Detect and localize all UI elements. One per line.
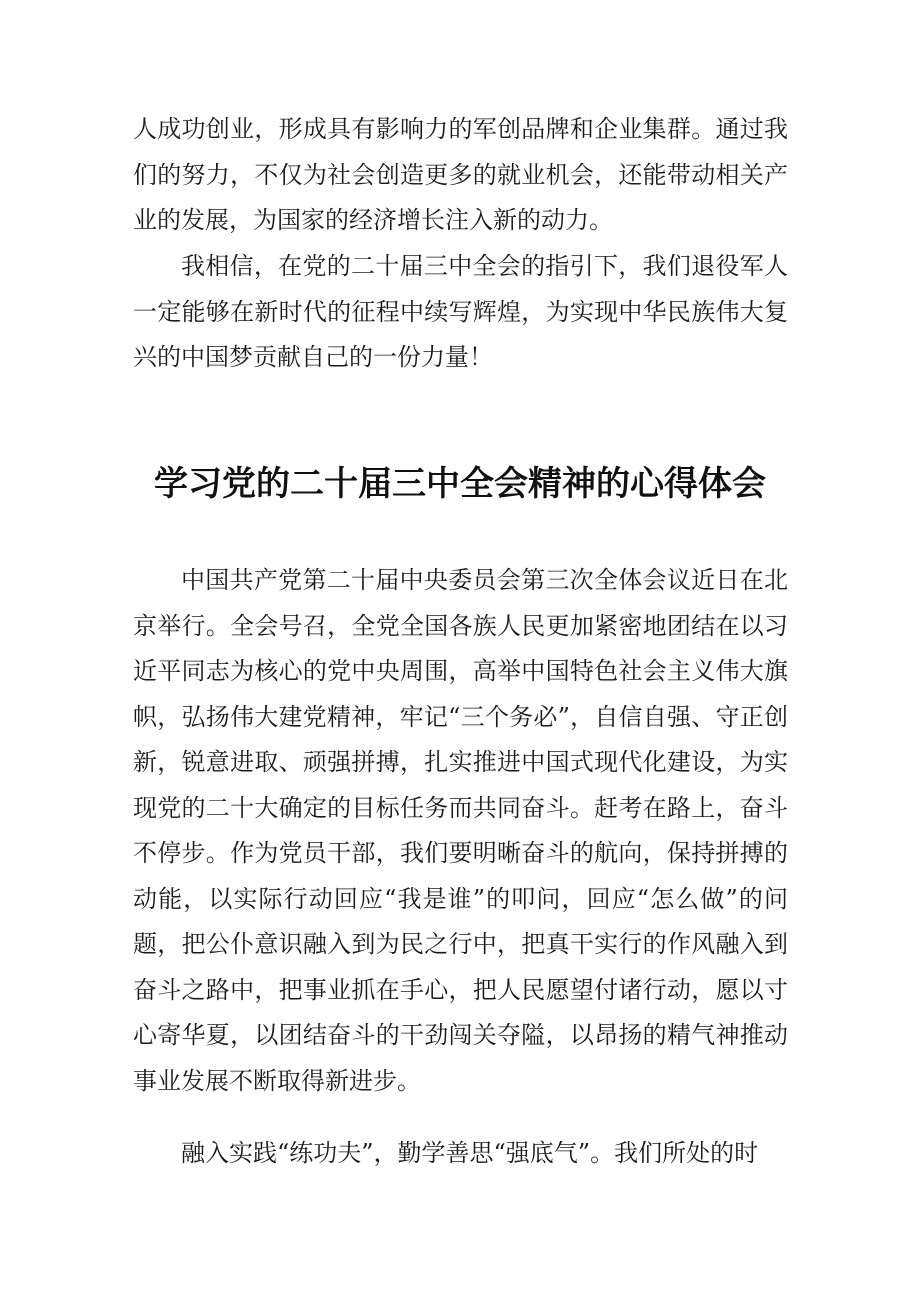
paragraph-practice: 融入实践“练功夫”，勤学善思“强底气”。我们所处的时 (181, 1139, 759, 1167)
paragraph-continuation: 人成功创业，形成具有影响力的军创品牌和企业集群。通过我们的努力，不仅为社会创造更多的就业机会，还能带动相关产业的发展，为国家的经济增长注入新的动力。 (133, 115, 788, 234)
section-title: 学习党的二十届三中全会精神的心得体会 (154, 464, 766, 504)
paragraph-plenum: 中国共产党第二十届中央委员会第三次全体会议近日在北京举行。全会号召，全党全国各族人民更加紧密地团结在以习近平同志为核心的党中央周围，高举中国特色社会主义伟大旗帜，弘扬伟大建党精神，牢记“三个务必”，自信自强、守正创新，锐意进取、顽强拼搏，扎实推进中国式现代化建设，为实现党的二十大确定的目标任务而共同奋斗。赶考在路上，奋斗不停步。作为党员干部，我们要明晰奋斗的航向，保持拼搏的动能，以实际行动回应“我是谁”的叩问，回应“怎么做”的问题，把公仆意识融入到为民之行中，把真干实行的作风融入到奋斗之路中，把事业抓在手心，把人民愿望付诸行动，愿以寸心寄华夏，以团结奋斗的干劲闯关夺隘，以昂扬的精气神推动事业发展不断取得新进步。 (133, 566, 788, 1095)
paragraph-belief: 我相信，在党的二十届三中全会的指引下，我们退役军人一定能够在新时代的征程中续写辉煌，为实现中华民族伟大复兴的中国梦贡献自己的一份力量！ (133, 252, 788, 371)
